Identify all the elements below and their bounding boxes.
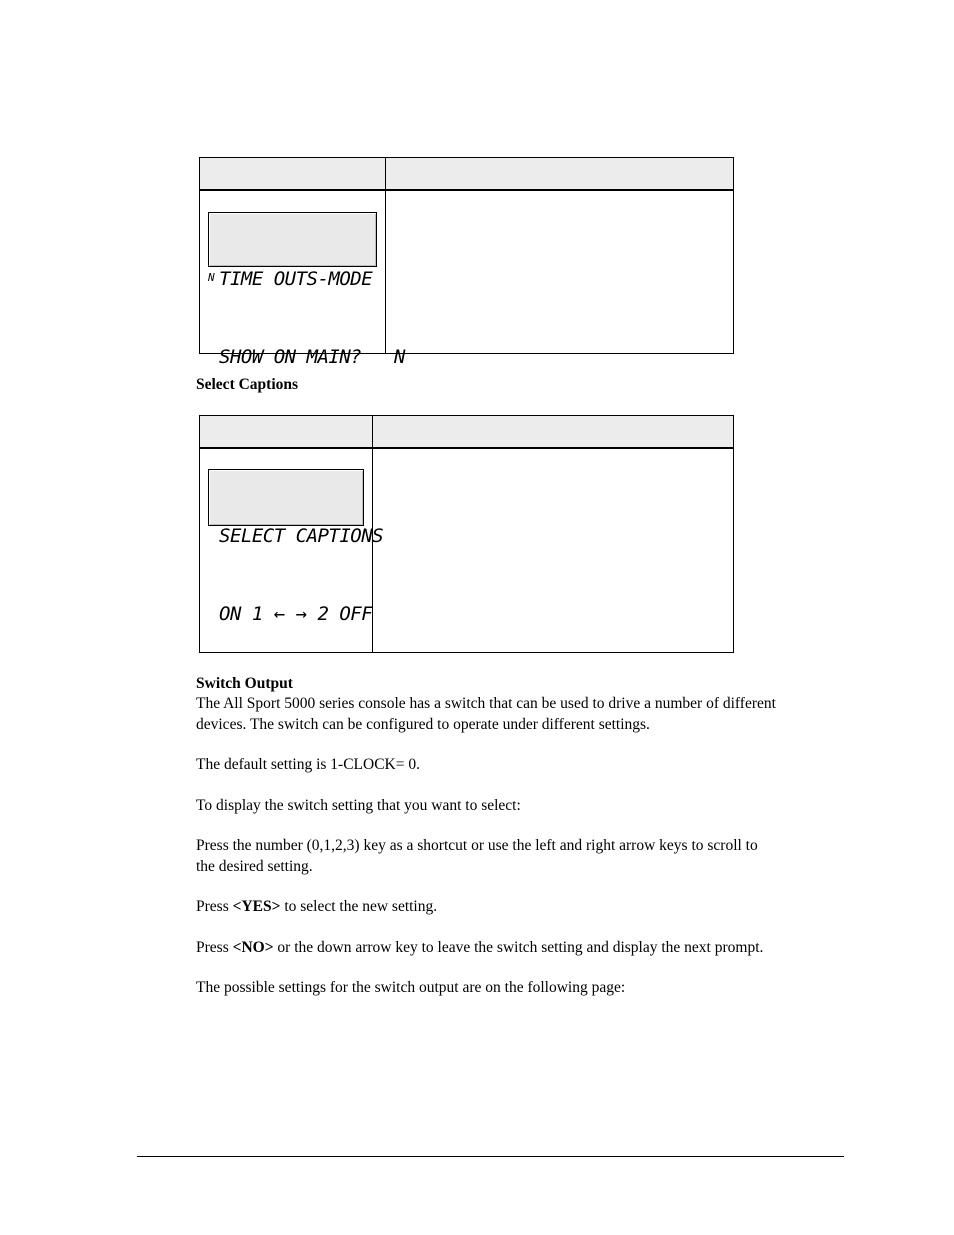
text-run: to select the new setting.: [280, 898, 438, 915]
footer-rule: [137, 1156, 844, 1157]
text-run: Press: [196, 939, 233, 956]
lcd-display: [208, 469, 384, 625]
default-value-label: N: [208, 271, 215, 284]
lcd-line-1: SELECT CAPTIONS: [219, 525, 384, 547]
display-cell: [200, 190, 405, 368]
time-outs-mode-table: [199, 157, 734, 368]
paragraph-instruction: To display the switch setting that you want to select:: [196, 797, 521, 814]
text-run: Press: [196, 898, 233, 915]
text-run: or the down arrow key to leave the switch setting and display the next prompt.: [273, 939, 764, 956]
no-key-label: <NO>: [232, 939, 274, 956]
lcd-line-2: ON 1 ← → 2 OFF: [219, 603, 373, 625]
table-header-right: [386, 158, 734, 191]
paragraph-line: the desired setting.: [196, 858, 313, 875]
lcd-line-1: TIME OUTS-MODE: [219, 268, 373, 290]
lcd-line-2: SHOW ON MAIN? N: [219, 346, 405, 368]
table-header-right: [373, 416, 734, 449]
paragraph-line: The All Sport 5000 series console has a switch that can be used to drive a number of different: [196, 695, 776, 712]
section-heading-switch-output: Switch Output: [196, 675, 293, 692]
lcd-display: [208, 212, 405, 368]
select-captions-table: [199, 415, 734, 653]
description-cell: [386, 190, 734, 354]
paragraph-press-yes: [196, 896, 437, 917]
display-cell: [200, 448, 384, 653]
section-heading-select-captions: Select Captions: [196, 376, 299, 393]
description-cell: [373, 448, 734, 653]
paragraph-following-page: The possible settings for the switch output are on the following page:: [196, 979, 626, 996]
paragraph-press-no: [196, 937, 763, 958]
table-header-left: [200, 158, 386, 191]
paragraph-line: Press the number (0,1,2,3) key as a shortcut or use the left and right arrow keys to scroll to: [196, 837, 758, 854]
paragraph-default-setting: The default setting is 1-CLOCK= 0.: [196, 756, 420, 773]
paragraph-line: devices. The switch can be configured to operate under different settings.: [196, 716, 650, 733]
table-header-left: [200, 416, 373, 449]
yes-key-label: <YES>: [232, 898, 281, 915]
